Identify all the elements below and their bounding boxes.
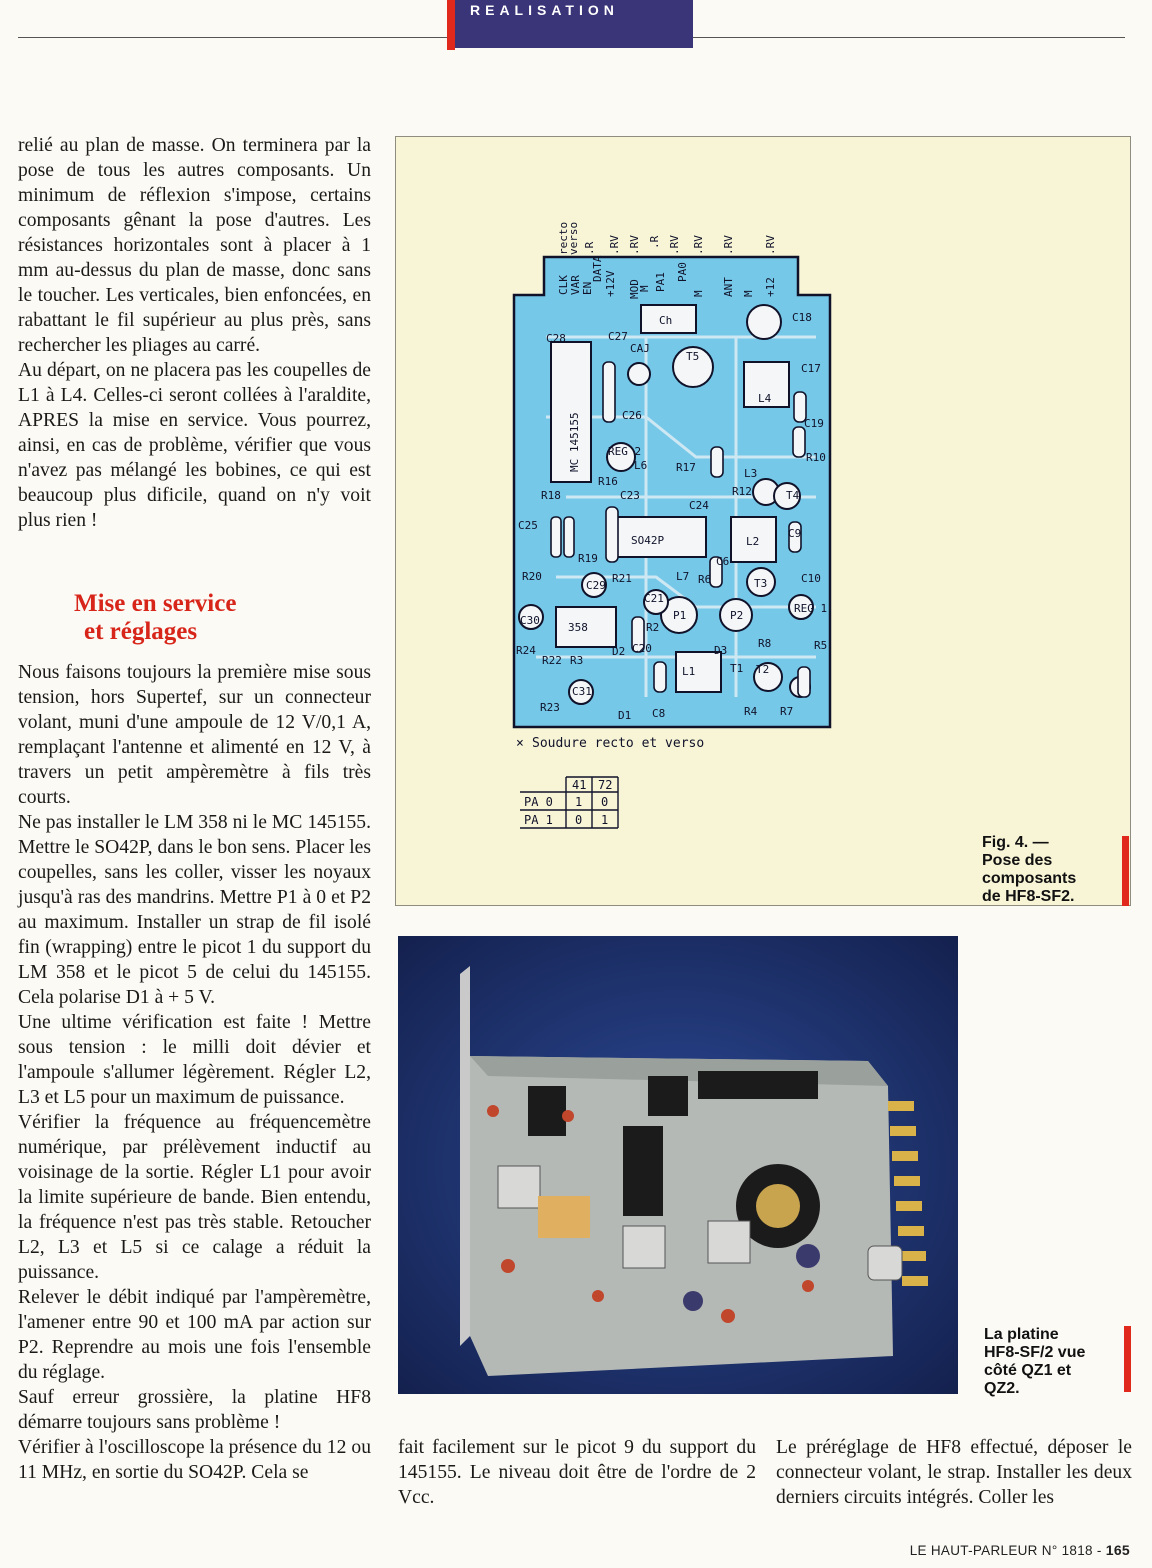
svg-text:L2: L2 — [746, 535, 760, 548]
svg-text:R16: R16 — [598, 475, 618, 488]
paragraph: Vérifier à l'oscilloscope la présence du 12 ou 11 MHz, en sortie du SO42P. Cela se — [18, 1437, 371, 1483]
svg-text:.RV: .RV — [722, 235, 735, 255]
svg-text:T5: T5 — [686, 350, 700, 363]
svg-text:.R: .R — [583, 241, 596, 255]
paragraph: Vérifier la fréquence au fréquencemètre numérique, par prélèvement inductif au voisinage de la sortie. Régler L1 pour avoir la limite supérieure de bande. Bien entendu, la fréquence n'est pas très stable. Retoucher L2, L3 et L5 si ce calage a réduit la puissance. — [18, 1112, 371, 1283]
svg-text:+12: +12 — [764, 277, 777, 297]
svg-text:×: × — [516, 736, 524, 751]
svg-text:R3: R3 — [570, 654, 584, 667]
page-footer — [910, 1542, 1130, 1558]
left-column-top — [18, 133, 371, 533]
svg-text:REG 1: REG 1 — [794, 602, 828, 615]
svg-text:R7: R7 — [780, 705, 794, 718]
svg-text:SO42P: SO42P — [631, 534, 665, 547]
svg-text:Ch: Ch — [659, 314, 673, 327]
svg-text:.RV: .RV — [628, 235, 641, 255]
svg-text:C25: C25 — [518, 519, 538, 532]
magazine-name: LE HAUT-PARLEUR N° 1818 - — [909, 1543, 1102, 1558]
svg-text:C17: C17 — [801, 362, 821, 375]
svg-text:C31: C31 — [572, 685, 592, 698]
svg-text:C9: C9 — [788, 527, 802, 540]
table-cell: PA 0 — [524, 795, 553, 809]
svg-text:C23: C23 — [620, 489, 640, 502]
header-rule-left — [18, 37, 447, 38]
section-title-line2: et réglages — [84, 618, 198, 645]
legend-text: Soudure recto et verso — [532, 736, 705, 751]
figure-4-box — [395, 136, 1131, 906]
svg-text:M: M — [742, 290, 755, 297]
svg-text:C21: C21 — [644, 592, 664, 605]
svg-text:L1: L1 — [682, 665, 696, 678]
svg-text:C30: C30 — [520, 614, 540, 627]
svg-text:VAR: VAR — [569, 275, 582, 295]
table-cell: 0 — [601, 795, 609, 809]
svg-text:R24: R24 — [516, 644, 536, 657]
svg-text:L6: L6 — [634, 459, 648, 472]
svg-text:DATA: DATA — [591, 255, 604, 282]
table-cell: PA 1 — [524, 813, 553, 827]
svg-text:ANT: ANT — [722, 277, 735, 297]
caption-accent-bar — [1122, 836, 1129, 906]
paragraph: relié au plan de masse. On terminera par la pose de tous les autres composants. Un minimum de réflexion s'impose, certains composants gênant la pose d'autres. Les résistances horizontales sont à placer à 1 mm au-dessus du plan de masse, donc sans le toucher. Les verticales, bien enfoncées, en rabattant le fil supérieur au plus près, sans rechercher les pliages au carré. — [18, 135, 371, 356]
photo-caption: La platine HF8-SF/2 vue côté QZ1 et QZ2. — [984, 1326, 1086, 1397]
svg-text:.RV: .RV — [692, 235, 705, 255]
svg-text:REG 2: REG 2 — [608, 445, 642, 458]
svg-text:EN: EN — [581, 281, 594, 295]
svg-text:T4: T4 — [786, 489, 800, 502]
svg-text:C27: C27 — [608, 330, 628, 343]
svg-text:.RV: .RV — [764, 235, 777, 255]
svg-text:P2: P2 — [730, 609, 744, 622]
svg-text:T3: T3 — [754, 577, 768, 590]
svg-text:.RV: .RV — [608, 235, 621, 255]
svg-text:CLK: CLK — [557, 275, 570, 295]
svg-text:D2: D2 — [612, 645, 626, 658]
svg-text:verso: verso — [567, 221, 580, 255]
paragraph: Au départ, on ne placera pas les coupelles de L1 à L4. Celles-ci seront collées à l'araldite, APRES la mise en service. Vous pourrez, ainsi, en cas de problème, vérifier que vous n'avez pas mélangé les bobines, ce qui est beaucoup plus dificile, quand on n'y voit plus rien ! — [18, 360, 371, 531]
caption-accent-bar — [1124, 1326, 1131, 1392]
svg-text:R19: R19 — [578, 552, 598, 565]
section-title — [74, 590, 236, 646]
svg-text:R10: R10 — [806, 451, 826, 464]
svg-text:C28: C28 — [546, 332, 566, 345]
svg-text:D1: D1 — [618, 709, 632, 722]
page-number: 165 — [1105, 1542, 1130, 1558]
pcb-layout-drawing — [396, 137, 1130, 905]
board-photo — [398, 936, 958, 1394]
table-header: 72 — [598, 778, 613, 792]
paragraph: Une ultime vérification est faite ! Mettre sous tension : le milli doit dévier et l'ampoule s'allumer légèrement. Régler L2, L3 et L5 pour un maximum de puissance. — [18, 1012, 371, 1108]
header-red-stripe — [447, 0, 455, 50]
svg-text:T1: T1 — [730, 662, 744, 675]
svg-text:R2: R2 — [646, 621, 660, 634]
right-column — [776, 1435, 1132, 1510]
svg-text:R18: R18 — [541, 489, 561, 502]
svg-text:358: 358 — [568, 621, 588, 634]
svg-text:M: M — [638, 285, 651, 292]
svg-text:PA1: PA1 — [654, 272, 667, 292]
svg-text:R20: R20 — [522, 570, 542, 583]
svg-text:MC 145155: MC 145155 — [568, 412, 581, 472]
svg-text:P1: P1 — [673, 609, 687, 622]
table-cell: 1 — [601, 813, 609, 827]
svg-text:.RV: .RV — [668, 235, 681, 255]
header-rule-right — [693, 37, 1125, 38]
svg-text:C19: C19 — [804, 417, 824, 430]
svg-text:+12V: +12V — [604, 270, 617, 297]
svg-text:C6: C6 — [716, 555, 730, 568]
table-cell: 0 — [575, 813, 583, 827]
svg-text:recto: recto — [557, 221, 570, 255]
paragraph: Sauf erreur grossière, la platine HF8 démarre toujours sans problème ! — [18, 1387, 371, 1433]
svg-text:R21: R21 — [612, 572, 632, 585]
svg-text:R17: R17 — [676, 461, 696, 474]
svg-text:C18: C18 — [792, 311, 812, 324]
svg-text:R4: R4 — [744, 705, 758, 718]
svg-text:R6: R6 — [698, 573, 712, 586]
svg-text:R22: R22 — [542, 654, 562, 667]
table-header: 41 — [572, 778, 587, 792]
svg-text:L4: L4 — [758, 392, 772, 405]
paragraph: Relever le débit indiqué par l'ampèremètre, l'amener entre 90 et 100 mA par action sur P2. Reprendre au mois une fois l'ensemble du réglage. — [18, 1287, 371, 1383]
left-column-bottom — [18, 660, 371, 1485]
paragraph: Nous faisons toujours la première mise sous tension, hors Supertef, sur un connecteur volant, muni d'une ampoule de 12 V/0,1 A, remplaçant l'antenne et alimenté en 12 V, à travers un petit ampèremètre à fils très courts. — [18, 662, 371, 808]
svg-text:L7: L7 — [676, 570, 690, 583]
svg-text:CAJ: CAJ — [630, 342, 650, 355]
svg-text:R12: R12 — [732, 485, 752, 498]
svg-text:C26: C26 — [622, 409, 642, 422]
middle-column — [398, 1435, 756, 1510]
svg-text:L3: L3 — [744, 467, 758, 480]
svg-text:.R: .R — [648, 235, 661, 249]
svg-text:C29: C29 — [586, 579, 606, 592]
section-title-line1: Mise en service — [74, 590, 237, 617]
paragraph: Le préréglage de HF8 effectué, déposer le connecteur volant, le strap. Installer les deux derniers circuits intégrés. Coller les — [776, 1437, 1132, 1508]
svg-text:C8: C8 — [652, 707, 666, 720]
svg-text:C10: C10 — [801, 572, 821, 585]
svg-text:R8: R8 — [758, 637, 772, 650]
svg-text:T2: T2 — [756, 663, 770, 676]
table-cell: 1 — [575, 795, 583, 809]
paragraph: fait facilement sur le picot 9 du support du 145155. Le niveau doit être de l'ordre de 2 Vcc. — [398, 1437, 756, 1508]
svg-text:C20: C20 — [632, 642, 652, 655]
svg-text:R5: R5 — [814, 639, 828, 652]
svg-text:PA0: PA0 — [676, 262, 689, 282]
svg-text:M: M — [692, 290, 705, 297]
section-name: REALISATION — [470, 2, 619, 18]
svg-text:R23: R23 — [540, 701, 560, 714]
figure-4-caption: Fig. 4. — Pose des composants de HF8-SF2. — [982, 834, 1077, 905]
svg-text:D3: D3 — [714, 644, 728, 657]
svg-text:C24: C24 — [689, 499, 709, 512]
paragraph: Ne pas installer le LM 358 ni le MC 145155. Mettre le SO42P, dans le bon sens. Placer les coupelles, sans les coller, visser les noyaux jusqu'à ras des mandrins. Mettre P1 à 0 et P2 au maximum. Installer un strap de fil isolé fin (wrapping) entre le picot 1 du support du LM 358 et le picot 5 de celui du 145155. Cela polarise D1 à + 5 V. — [18, 812, 371, 1008]
svg-text:MOD: MOD — [628, 279, 641, 299]
